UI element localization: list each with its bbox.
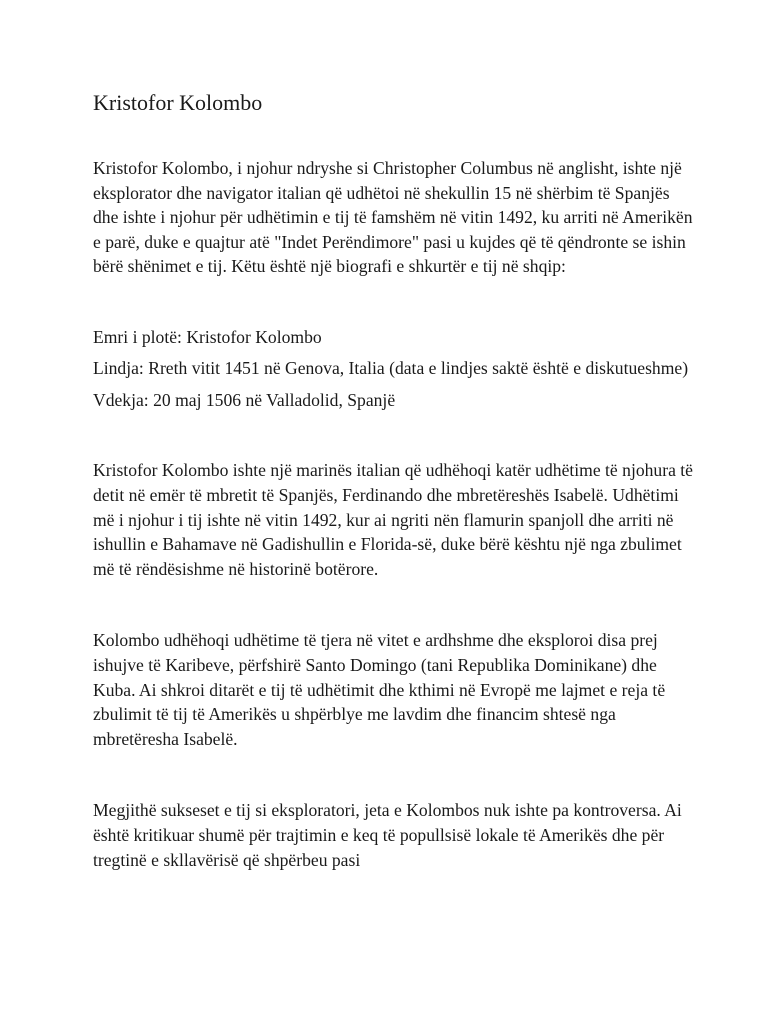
body-paragraph-1: Kristofor Kolombo ishte një marinës italian që udhëhoqi katër udhëtime të njohura të detit në emër të mbretit të Spanjës, Ferdinando dhe mbretëreshës Isabelë. Udhëtimi më i njohur i tij ishte në vitin 1492, kur ai ngriti nën flamurin spanjoll dhe arriti në ishullin e Bahamave në Gadishullin e Florida-së, duke bërë kështu një nga zbulimet më të rëndësishme në historinë botërore. [93,460,693,579]
intro-paragraph: Kristofor Kolombo, i njohur ndryshe si Christopher Columbus në anglisht, ishte një eksplorator dhe navigator italian që udhëtoi në shekullin 15 në shërbim të Spanjës dhe ishte i njohur për udhëtimin e tij të famshëm në vitin 1492, ku arriti në Amerikën e parë, duke e quajtur atë "Indet Perëndimore" pasi u kujdes që të qëndronte se ishin bërë shënimet e tij. Këtu është një biografi e shkurtër e tij në shqip: [93,158,693,277]
document-page [93,88,693,872]
full-name-line: Emri i plotë: Kristofor Kolombo [93,326,322,347]
body-paragraph-3: Megjithë sukseset e tij si eksploratori, jeta e Kolombos nuk ishte pa kontroversa. Ai është kritikuar shumë për trajtimin e keq të popullsisë lokale të Amerikës dhe për tregtinë e skllavërisë që shpërbeu pasi [93,800,682,870]
info-block [93,326,693,412]
body-paragraph-2: Kolombo udhëhoqi udhëtime të tjera në vitet e ardhshme dhe eksploroi disa prej ishujve të Karibeve, përfshirë Santo Domingo (tani Republika Dominikane) dhe Kuba. Ai shkroi ditarët e tij të udhëtimit dhe kthimi në Evropë me lajmet e reja të zbulimit të tij të Amerikës u shpërblye me lavdim dhe financim shtesë nga mbretëresha Isabelë. [93,630,666,749]
birth-line: Lindja: Rreth vitit 1451 në Genova, Italia (data e lindjes saktë është e diskutueshme) [93,358,689,379]
death-line: Vdekja: 20 maj 1506 në Valladolid, Spanjë [93,389,396,410]
document-title: Kristofor Kolombo [93,90,263,115]
